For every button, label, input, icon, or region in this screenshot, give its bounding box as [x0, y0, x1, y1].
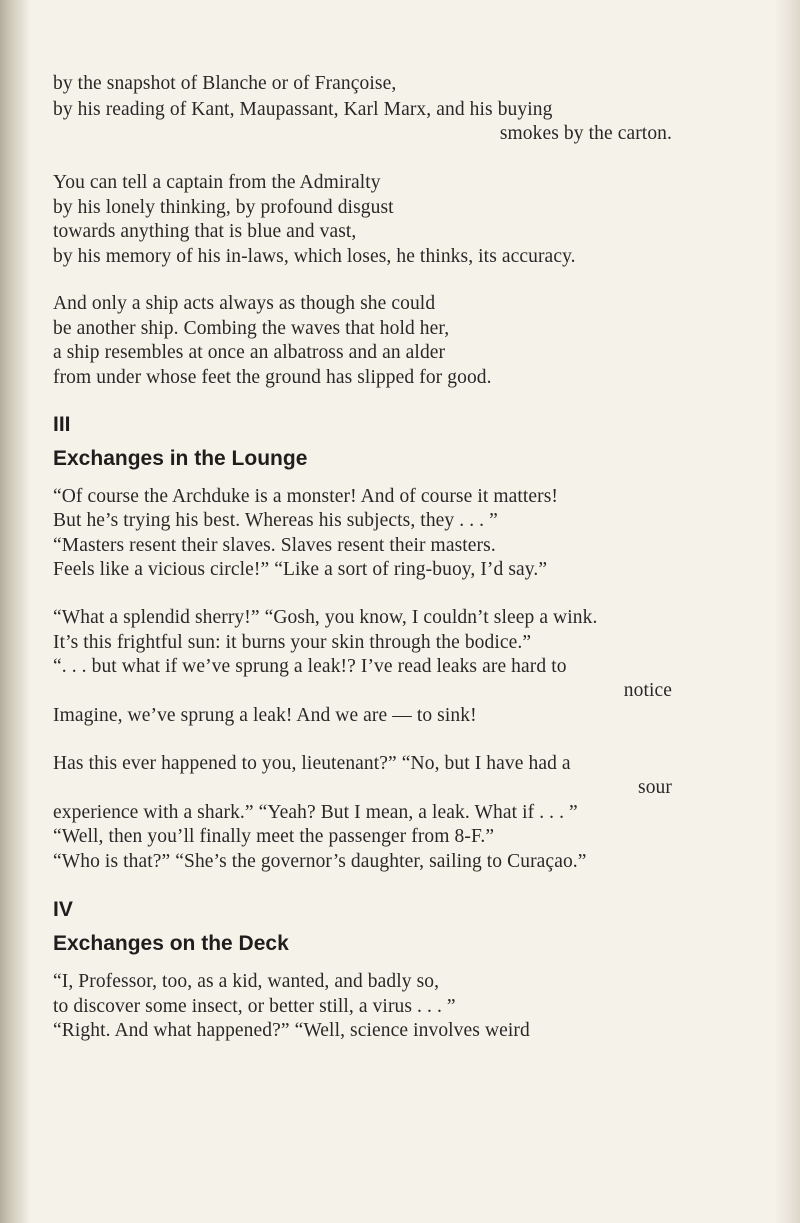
verse-line: “. . . but what if we’ve sprung a leak!? I’ve read leaks are hard to — [53, 656, 567, 677]
verse-line: a ship resembles at once an albatross and an alder — [53, 342, 446, 363]
verse-line: “I, Professor, too, as a kid, wanted, and badly so, — [53, 971, 440, 992]
verse-line-runover: smokes by the carton. — [499, 123, 672, 144]
verse-line-runover: sour — [638, 777, 672, 798]
verse-line: Imagine, we’ve sprung a leak! And we are — to sink! — [53, 705, 477, 726]
verse-line-runover: notice — [623, 680, 672, 701]
verse-line: And only a ship acts always as though she could — [53, 293, 436, 314]
verse-line: You can tell a captain from the Admiralty — [53, 172, 381, 193]
verse-line: by his reading of Kant, Maupassant, Karl Marx, and his buying — [53, 99, 553, 120]
verse-line: “Of course the Archduke is a monster! And of course it matters! — [53, 486, 559, 507]
verse-line: “Who is that?” “She’s the governor’s daughter, sailing to Curaçao.” — [53, 851, 587, 872]
book-spine-shadow — [0, 0, 30, 1223]
verse-line: to discover some insect, or better still, a virus . . . ” — [53, 996, 456, 1017]
verse-line: “Masters resent their slaves. Slaves resent their masters. — [53, 535, 496, 556]
verse-line: “Right. And what happened?” “Well, science involves weird — [53, 1020, 530, 1041]
page-edge-shadow — [774, 0, 800, 1223]
verse-line: “Well, then you’ll finally meet the passenger from 8-F.” — [53, 826, 495, 847]
verse-line: “What a splendid sherry!” “Gosh, you know, I couldn’t sleep a wink. — [53, 607, 598, 628]
section-title: Exchanges on the Deck — [53, 932, 289, 955]
verse-line: by the snapshot of Blanche or of Françoise, — [53, 73, 397, 94]
section-number: IV — [53, 898, 73, 921]
section-number: III — [53, 413, 71, 436]
verse-line: by his memory of his in-laws, which loses, he thinks, its accuracy. — [53, 246, 576, 267]
verse-line: towards anything that is blue and vast, — [53, 221, 357, 242]
verse-line: by his lonely thinking, by profound disgust — [53, 197, 394, 218]
verse-line: from under whose feet the ground has slipped for good. — [53, 367, 492, 388]
verse-line: experience with a shark.” “Yeah? But I mean, a leak. What if . . . ” — [53, 802, 578, 823]
verse-line: It’s this frightful sun: it burns your skin through the bodice.” — [53, 632, 532, 653]
section-title: Exchanges in the Lounge — [53, 447, 308, 470]
verse-line: Feels like a vicious circle!” “Like a sort of ring-buoy, I’d say.” — [53, 559, 548, 580]
verse-line: But he’s trying his best. Whereas his subjects, they . . . ” — [53, 510, 498, 531]
verse-line: Has this ever happened to you, lieutenant?” “No, but I have had a — [53, 753, 571, 774]
verse-line: be another ship. Combing the waves that hold her, — [53, 318, 450, 339]
